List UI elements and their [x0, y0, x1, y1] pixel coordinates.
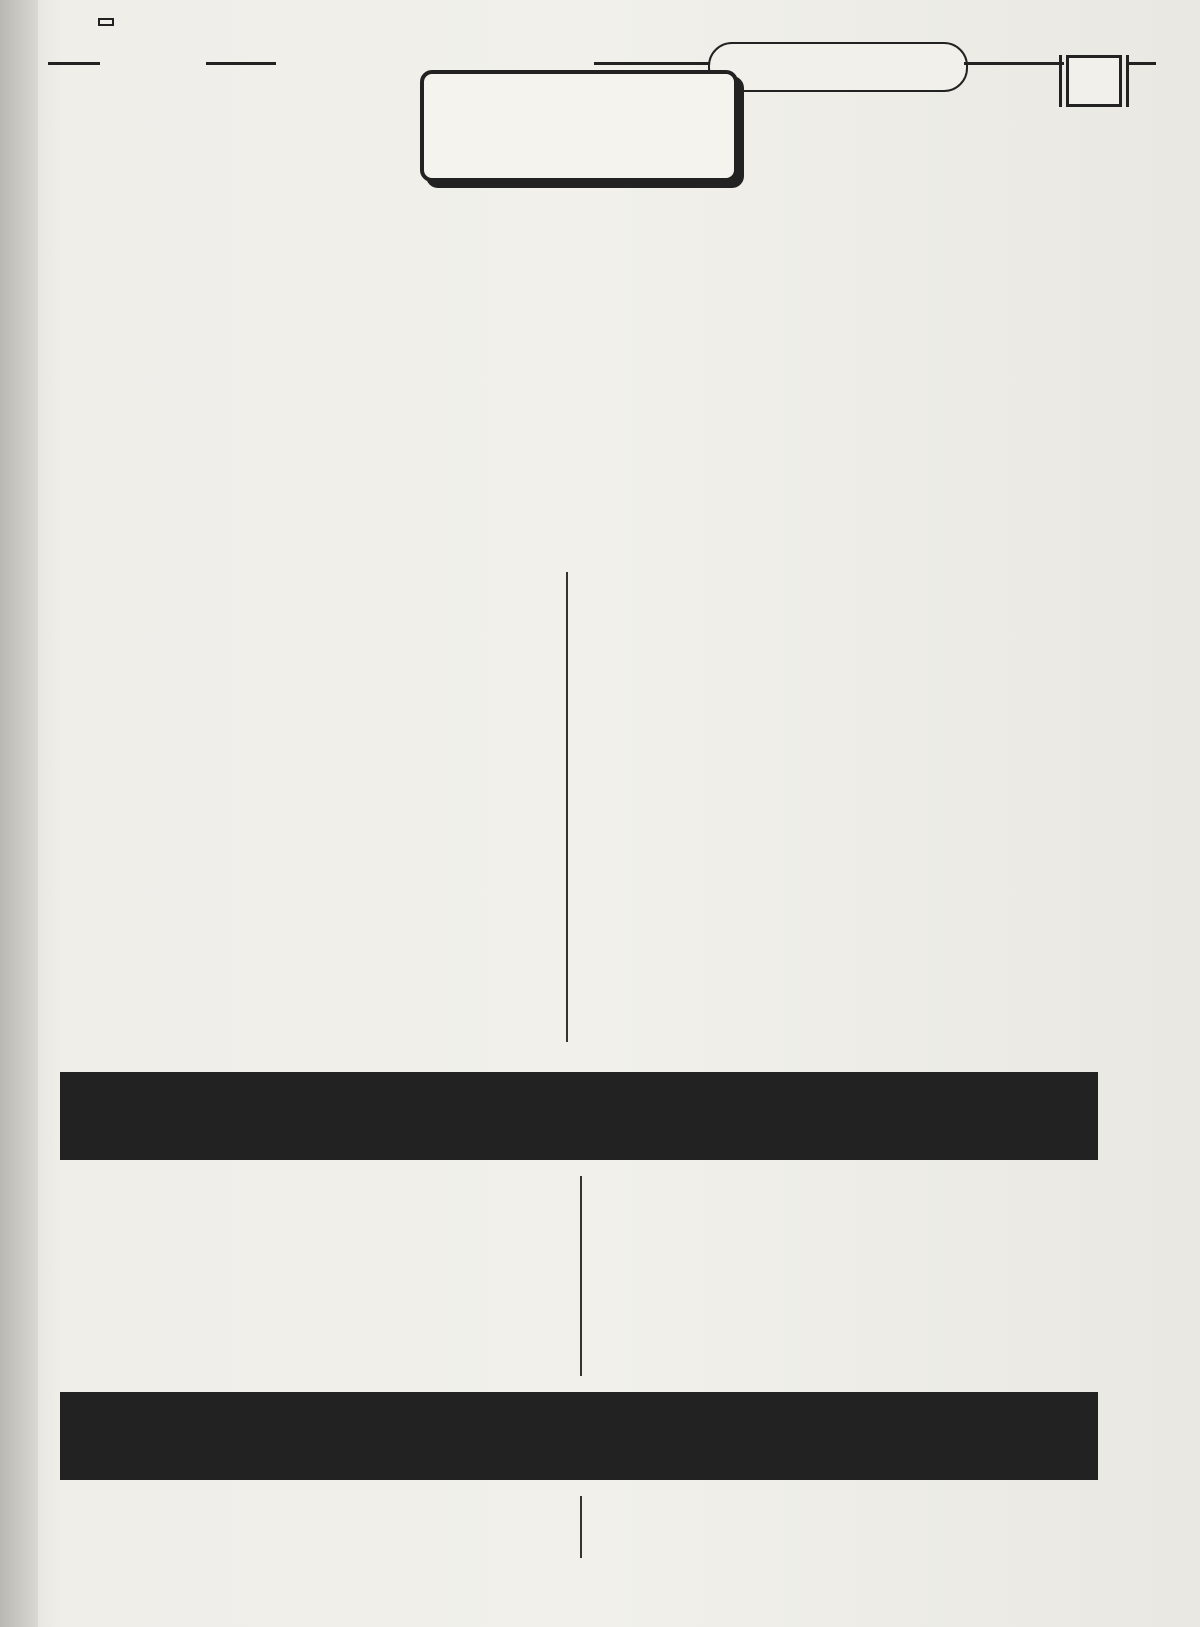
verbal-banner-title: [60, 1072, 1098, 1078]
contents-title-box: [420, 70, 738, 182]
header-rule: [1126, 62, 1156, 65]
book-binding-shadow: [0, 0, 38, 1627]
column-divider: [580, 1176, 582, 1376]
header-rule: [206, 62, 276, 65]
section-label: [708, 42, 968, 92]
header-rule: [594, 62, 710, 65]
nonverbal-banner: [60, 1392, 1098, 1480]
brand-box: [98, 18, 114, 26]
column-divider: [580, 1496, 582, 1558]
brand-logo: [98, 18, 238, 76]
verbal-banner: [60, 1072, 1098, 1160]
column-divider: [566, 572, 568, 1042]
nonverbal-banner-title: [60, 1392, 1098, 1398]
page-number: [1066, 55, 1122, 107]
header-rule: [964, 62, 1064, 65]
header-rule: [48, 62, 100, 65]
